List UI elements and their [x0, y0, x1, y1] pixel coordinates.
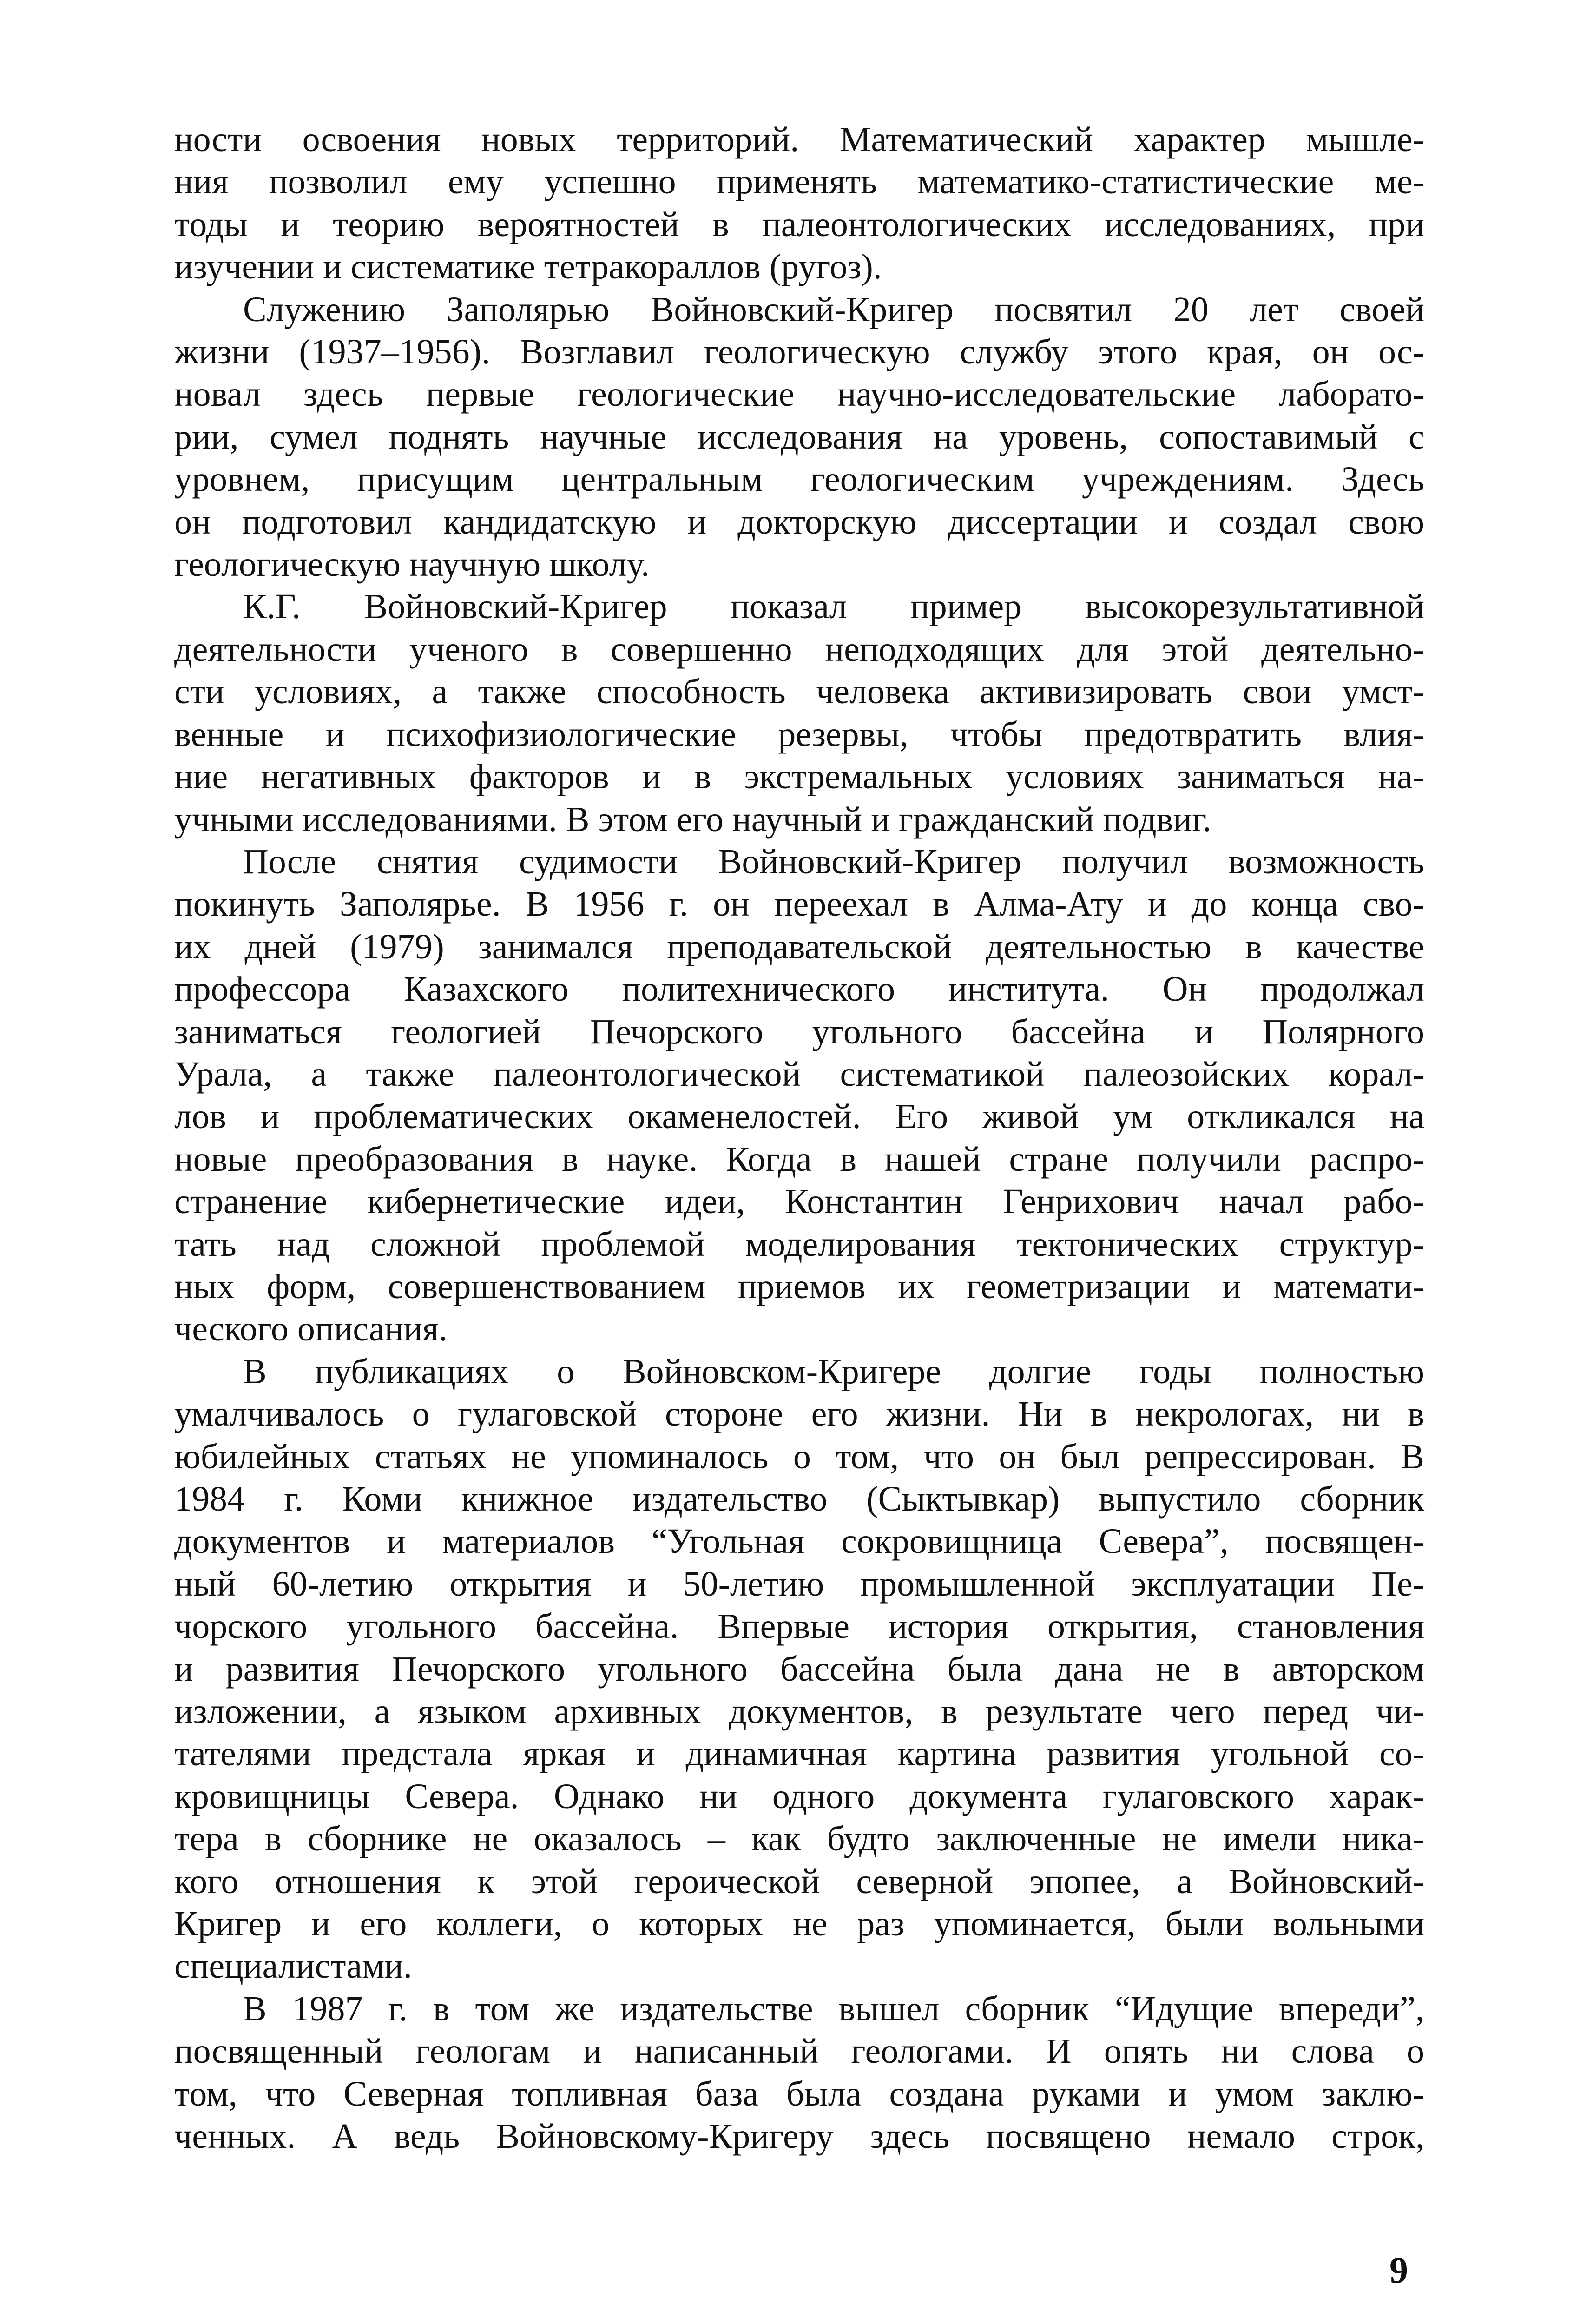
text-line: венные и психофизиологические резервы, чтобы предотвратить влия-	[174, 714, 1424, 754]
text-line: ных форм, совершенствованием приемов их геометризации и математи-	[174, 1267, 1424, 1306]
text-line: геологическую научную школу.	[174, 545, 650, 584]
text-line: учными исследованиями. В этом его научный и гражданский подвиг.	[174, 799, 1211, 839]
text-line: чорского угольного бассейна. Впервые история открытия, становления	[174, 1607, 1424, 1646]
text-line: тера в сборнике не оказалось – как будто заключенные не имели ника-	[174, 1819, 1424, 1859]
text-line: изучении и систематике тетракораллов (ругоз).	[174, 247, 882, 287]
text-line: К.Г. Войновский-Кригер показал пример высокорезультативной	[243, 587, 1424, 627]
body-text	[174, 119, 1424, 2158]
text-line: новал здесь первые геологические научно-исследовательские лаборато-	[174, 375, 1424, 414]
text-line: лов и проблематических окаменелостей. Его живой ум откликался на	[174, 1097, 1424, 1136]
text-line: жизни (1937–1956). Возглавил геологическую службу этого края, он ос-	[174, 332, 1424, 372]
text-line: ческого описания.	[174, 1309, 448, 1349]
text-line: их дней (1979) занимался преподавательской деятельностью в качестве	[174, 927, 1424, 966]
page-number: 9	[1389, 2250, 1408, 2291]
text-line: умалчивалось о гулаговской стороне его жизни. Ни в некрологах, ни в	[174, 1394, 1424, 1434]
text-line: заниматься геологией Печорского угольного бассейна и Полярного	[174, 1012, 1424, 1051]
text-line: тателями предстала яркая и динамичная картина развития угольной со-	[174, 1734, 1424, 1774]
text-line: сти условиях, а также способность человека активизировать свои умст-	[174, 672, 1424, 712]
text-line: ченных. А ведь Войновскому-Кригеру здесь посвящено немало строк,	[174, 2117, 1424, 2156]
text-line: После снятия судимости Войновский-Кригер получил возможность	[243, 842, 1424, 881]
text-line: покинуть Заполярье. В 1956 г. он переехал в Алма-Ату и до конца сво-	[174, 885, 1424, 924]
text-line: и развития Печорского угольного бассейна была дана не в авторском	[174, 1649, 1424, 1689]
text-line: кого отношения к этой героической северной эпопее, а Войновский-	[174, 1862, 1424, 1901]
text-line: кровищницы Севера. Однако ни одного документа гулаговского харак-	[174, 1776, 1424, 1816]
text-line: документов и материалов “Угольная сокровищница Севера”, посвящен-	[174, 1522, 1424, 1561]
text-line: 1984 г. Коми книжное издательство (Сыктывкар) выпустило сборник	[174, 1479, 1424, 1519]
text-line: тать над сложной проблемой моделирования тектонических структур-	[174, 1224, 1424, 1264]
text-line: посвященный геологам и написанный геологами. И опять ни слова о	[174, 2032, 1424, 2071]
text-line: Служению Заполярью Войновский-Кригер посвятил 20 лет своей	[243, 290, 1424, 329]
text-line: он подготовил кандидатскую и докторскую диссертации и создал свою	[174, 502, 1424, 541]
text-line: ный 60-летию открытия и 50-летию промышленной эксплуатации Пе-	[174, 1564, 1424, 1604]
text-line: странение кибернетические идеи, Константин Генрихович начал рабо-	[174, 1182, 1424, 1221]
text-line: В публикациях о Войновском-Кригере долгие годы полностью	[243, 1352, 1424, 1391]
text-line: изложении, а языком архивных документов, в результате чего перед чи-	[174, 1692, 1424, 1731]
text-line: рии, сумел поднять научные исследования на уровень, сопоставимый с	[174, 417, 1424, 456]
text-line: уровнем, присущим центральным геологическим учреждениям. Здесь	[174, 460, 1424, 499]
text-line: профессора Казахского политехнического института. Он продолжал	[174, 970, 1424, 1009]
text-line: ния позволил ему успешно применять математико-статистические ме-	[174, 162, 1424, 202]
text-line: Кригер и его коллеги, о которых не раз упоминается, были вольными	[174, 1904, 1424, 1944]
text-line: том, что Северная топливная база была создана руками и умом заклю-	[174, 2074, 1424, 2113]
text-line: ние негативных факторов и в экстремальных условиях заниматься на-	[174, 757, 1424, 797]
text-line: тоды и теорию вероятностей в палеонтологических исследованиях, при	[174, 205, 1424, 244]
text-line: деятельности ученого в совершенно неподходящих для этой деятельно-	[174, 629, 1424, 669]
text-line: В 1987 г. в том же издательстве вышел сборник “Идущие впереди”,	[243, 1989, 1424, 2028]
text-line: Урала, а также палеонтологической систематикой палеозойских корал-	[174, 1054, 1424, 1094]
text-line: юбилейных статьях не упоминалось о том, что он был репрессирован. В	[174, 1437, 1424, 1476]
text-line: новые преобразования в науке. Когда в нашей стране получили распро-	[174, 1139, 1424, 1179]
text-line: специалистами.	[174, 1947, 412, 1986]
text-line: ности освоения новых территорий. Математический характер мышле-	[174, 120, 1424, 159]
